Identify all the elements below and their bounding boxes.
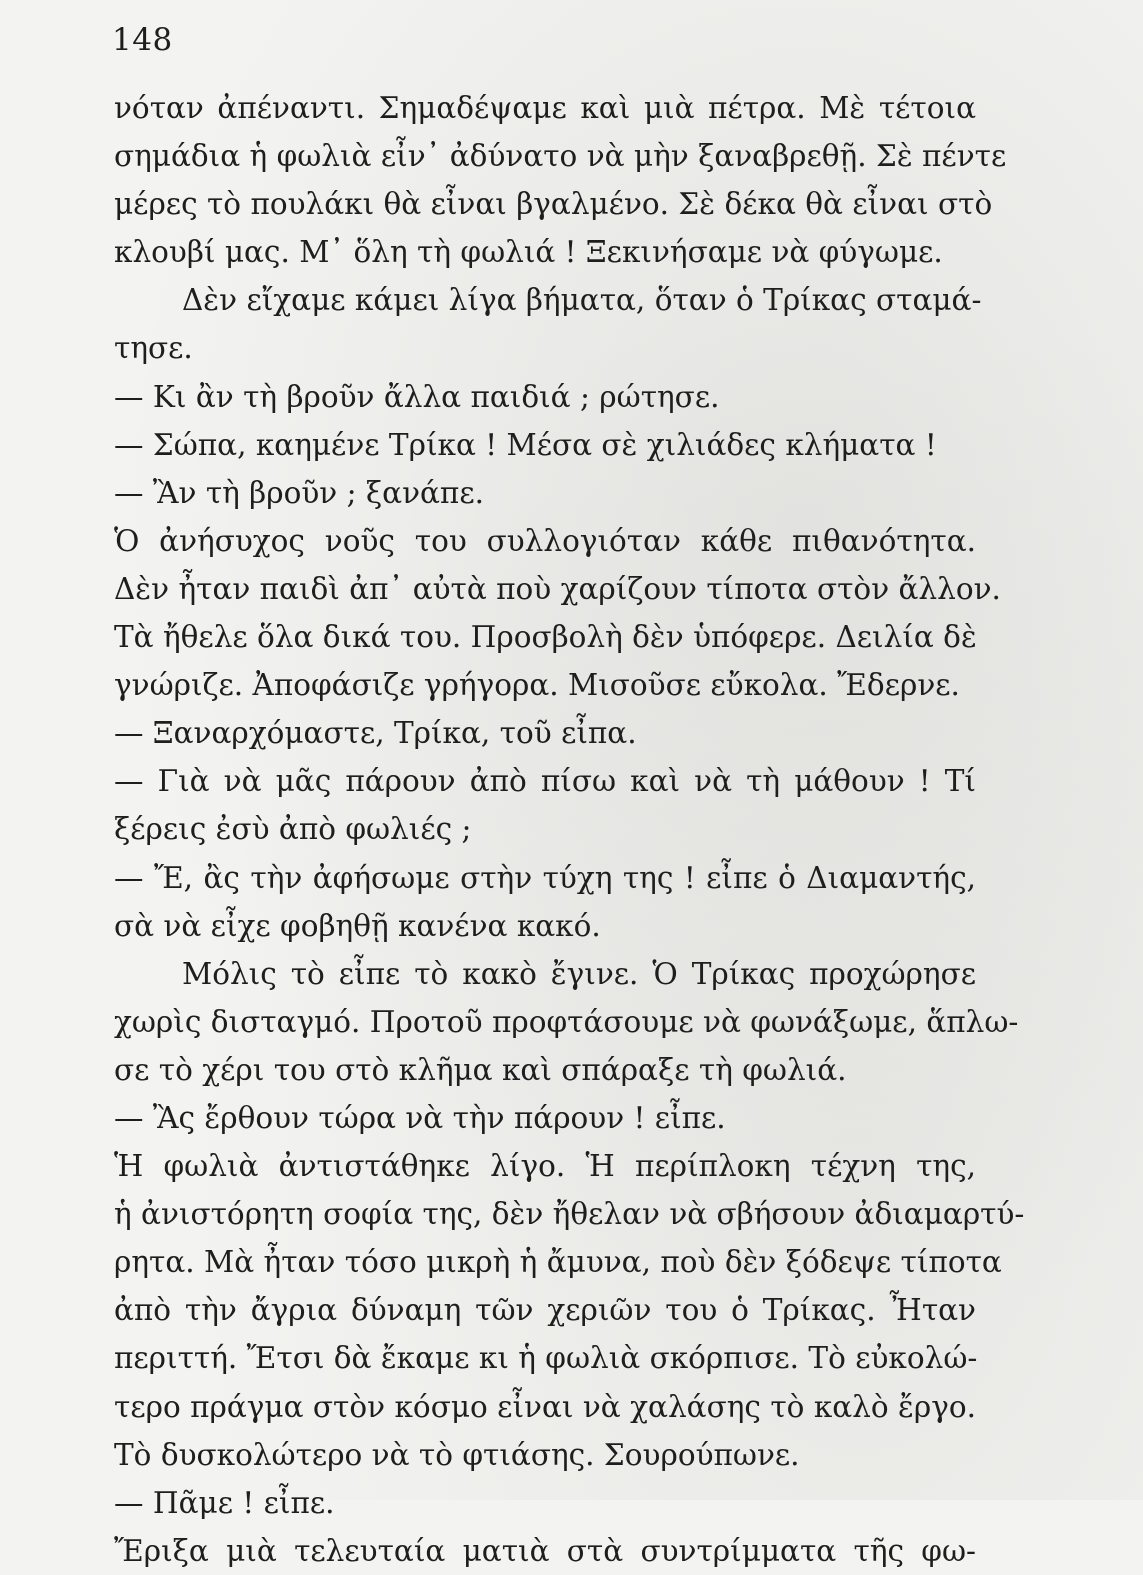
text-line: — Ξαναρχόμαστε, Τρίκα, τοῦ εἶπα. (114, 716, 637, 751)
text-line: Δὲν εἴχαμε κάμει λίγα βήματα, ὅταν ὁ Τρίκας σταμά- (182, 283, 982, 318)
text-line: μέρες τὸ πουλάκι θὰ εἶναι βγαλμένο. Σὲ δέκα θὰ εἶναι στὸ (114, 187, 993, 222)
text-line: κλουβί μας. Μ᾽ ὅλη τὴ φωλιά ! Ξεκινήσαμε νὰ φύγωμε. (114, 235, 943, 270)
text-line: τερο πράγμα στὸν κόσμο εἶναι νὰ χαλάσης τὸ καλὸ ἔργο. (114, 1389, 976, 1424)
body-text (114, 84, 1025, 1575)
text-line: — Γιὰ νὰ μᾶς πάρουν ἀπὸ πίσω καὶ νὰ τὴ μάθουν ! Τί (114, 764, 976, 799)
text-line: Ἡ φωλιὰ ἀντιστάθηκε λίγο. Ἡ περίπλοκη τέχνη της, (114, 1149, 976, 1184)
text-line: — Πᾶμε ! εἶπε. (114, 1485, 335, 1520)
text-line: ἀπὸ τὴν ἄγρια δύναμη τῶν χεριῶν του ὁ Τρίκας. Ἦταν (114, 1293, 976, 1328)
text-line: σημάδια ἡ φωλιὰ εἶν᾽ ἀδύνατο νὰ μὴν ξαναβρεθῇ. Σὲ πέντε (114, 139, 1007, 174)
text-line: Μόλις τὸ εἶπε τὸ κακὸ ἔγινε. Ὁ Τρίκας προχώρησε (182, 956, 976, 991)
text-line: Ἔριξα μιὰ τελευταία ματιὰ στὰ συντρίμματα τῆς φω- (114, 1533, 976, 1568)
text-line: σὰ νὰ εἶχε φοβηθῇ κανένα κακό. (114, 908, 601, 943)
text-line: γνώριζε. Ἀποφάσιζε γρήγορα. Μισοῦσε εὔκολα. Ἔδερνε. (114, 668, 960, 703)
text-line: χωρὶς δισταγμό. Προτοῦ προφτάσουμε νὰ φωνάξωμε, ἅπλω- (114, 1004, 1019, 1039)
text-line: ἡ ἀνιστόρητη σοφία της, δὲν ἤθελαν νὰ σβήσουν ἀδιαμαρτύ- (114, 1197, 1025, 1232)
text-line: περιττή. Ἔτσι δὰ ἔκαμε κι ἡ φωλιὰ σκόρπισε. Τὸ εὐκολώ- (114, 1341, 978, 1376)
text-line: Δὲν ἦταν παιδὶ ἀπ᾽ αὐτὰ ποὺ χαρίζουν τίποτα στὸν ἄλλον. (114, 571, 1001, 606)
text-line: ρητα. Μὰ ἦταν τόσο μικρὴ ἡ ἄμυνα, ποὺ δὲν ξόδεψε τίποτα (114, 1245, 1002, 1280)
text-line: Ὁ ἀνήσυχος νοῦς του συλλογιόταν κάθε πιθανότητα. (114, 523, 976, 558)
text-line: — Σώπα, καημένε Τρίκα ! Μέσα σὲ χιλιάδες κλήματα ! (114, 427, 937, 462)
text-line: ξέρεις ἐσὺ ἀπὸ φωλιές ; (114, 812, 472, 847)
text-line: σε τὸ χέρι του στὸ κλῆμα καὶ σπάραξε τὴ φωλιά. (114, 1052, 847, 1087)
page-number: 148 (112, 22, 173, 58)
text-line: Τὰ ἤθελε ὅλα δικά του. Προσβολὴ δὲν ὑπόφερε. Δειλία δὲ (114, 620, 977, 655)
text-line: νόταν ἀπέναντι. Σημαδέψαμε καὶ μιὰ πέτρα. Μὲ τέτοια (114, 91, 976, 125)
text-line: Τὸ δυσκολώτερο νὰ τὸ φτιάσης. Σουρούπωνε. (114, 1437, 800, 1472)
text-line: — Ἂς ἔρθουν τώρα νὰ τὴν πάρουν ! εἶπε. (114, 1100, 726, 1135)
text-line: τησε. (114, 331, 193, 366)
text-line: — Ἔ, ἂς τὴν ἀφήσωμε στὴν τύχη της ! εἶπε ὁ Διαμαντής, (114, 860, 976, 895)
text-line: — Ἂν τὴ βροῦν ; ξανάπε. (114, 475, 484, 510)
text-line: — Κι ἂν τὴ βροῦν ἄλλα παιδιά ; ρώτησε. (114, 379, 720, 414)
